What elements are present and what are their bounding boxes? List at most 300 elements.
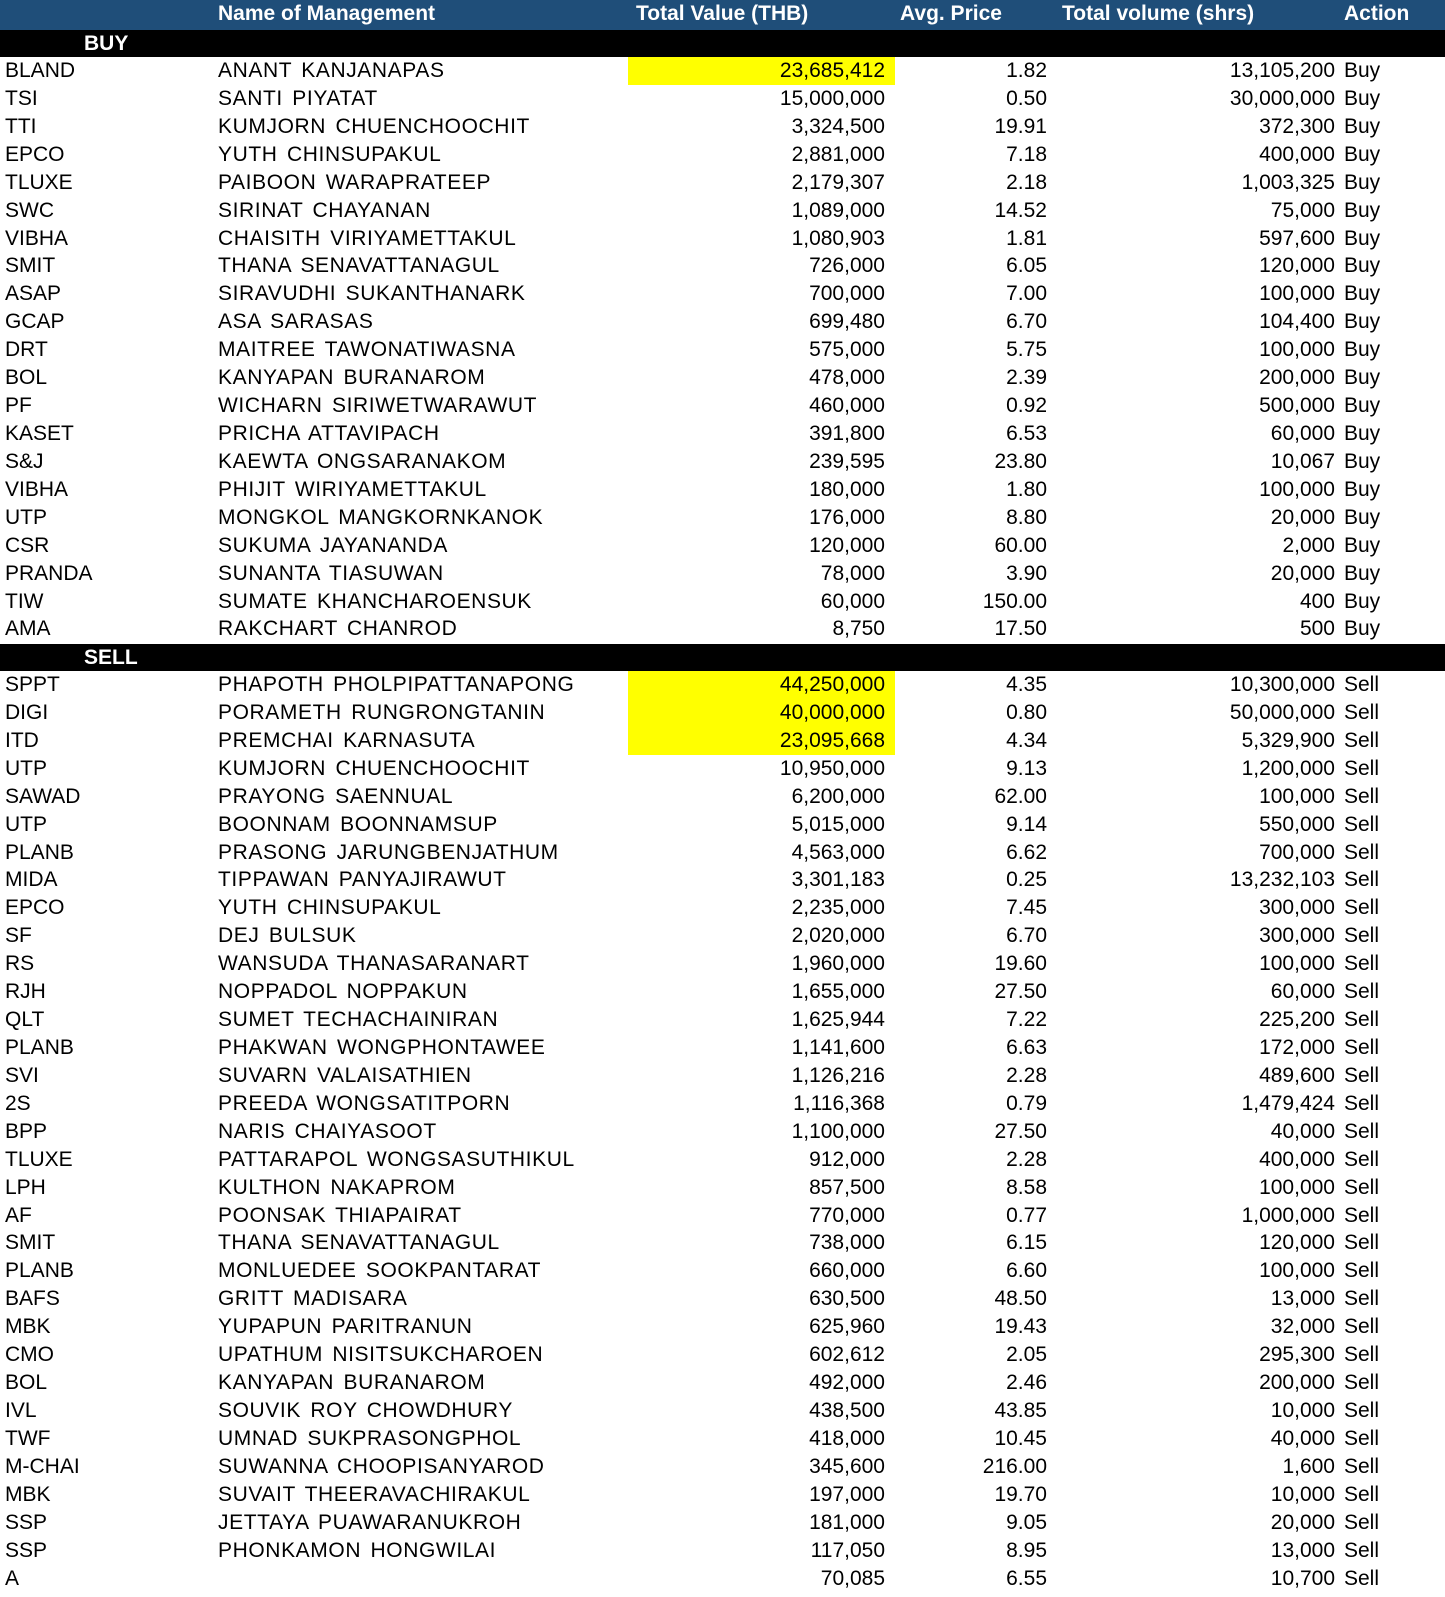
price-cell: 1.82: [1006, 59, 1047, 82]
price-cell: 9.14: [1006, 812, 1047, 836]
table-row: [0, 113, 1445, 141]
value-cell: 176,000: [809, 505, 885, 529]
symbol-cell: KASET: [5, 421, 74, 445]
value-cell: 1,655,000: [791, 980, 885, 1004]
buy-section-label: BUY: [84, 32, 129, 55]
table-row: [0, 1090, 1445, 1118]
table-row: [0, 727, 1445, 755]
price-cell: 0.79: [1006, 1091, 1047, 1115]
name-cell: PAIBOON WARAPRATEEP: [218, 170, 492, 194]
value-cell: 2,881,000: [791, 142, 885, 166]
action-cell: Sell: [1344, 1008, 1380, 1032]
action-cell: Sell: [1344, 1315, 1380, 1339]
action-cell: Buy: [1344, 198, 1381, 222]
header-price: Avg. Price: [900, 2, 1002, 25]
symbol-cell: PRANDA: [5, 561, 93, 585]
volume-cell: 30,000,000: [1229, 86, 1335, 110]
volume-cell: 10,000: [1270, 1398, 1335, 1422]
sell-section-header: [0, 644, 1445, 671]
name-cell: PREMCHAI KARNASUTA: [218, 728, 476, 752]
volume-cell: 75,000: [1270, 198, 1335, 222]
symbol-cell: TIW: [5, 589, 44, 613]
name-cell: UMNAD SUKPRASONGPHOL: [218, 1426, 522, 1450]
value-cell: 23,685,412: [779, 59, 885, 82]
action-cell: Buy: [1344, 282, 1381, 306]
name-cell: YUPAPUN PARITRANUN: [218, 1315, 473, 1339]
symbol-cell: PLANB: [5, 1259, 74, 1283]
action-cell: Sell: [1344, 1287, 1380, 1311]
name-cell: YUTH CHINSUPAKUL: [218, 142, 442, 166]
action-cell: Buy: [1344, 114, 1381, 138]
table-row: [0, 1453, 1445, 1481]
volume-cell: 13,000: [1270, 1538, 1335, 1562]
symbol-cell: BPP: [5, 1119, 48, 1143]
symbol-cell: PLANB: [5, 840, 74, 864]
table-row: [0, 950, 1445, 978]
price-cell: 19.70: [994, 1482, 1047, 1506]
table-row: [0, 448, 1445, 476]
price-cell: 19.60: [994, 952, 1047, 976]
price-cell: 19.43: [994, 1315, 1047, 1339]
name-cell: MONGKOL MANGKORNKANOK: [218, 505, 544, 529]
price-cell: 2.28: [1006, 1147, 1047, 1171]
name-cell: SUVARN VALAISATHIEN: [218, 1063, 472, 1087]
table-row: [0, 560, 1445, 588]
price-cell: 27.50: [994, 980, 1047, 1004]
price-cell: 0.92: [1006, 394, 1047, 418]
action-cell: Sell: [1344, 1175, 1380, 1199]
value-cell: 15,000,000: [779, 86, 885, 110]
table-row: [0, 252, 1445, 280]
symbol-cell: BLAND: [5, 59, 76, 82]
volume-cell: 400,000: [1259, 142, 1335, 166]
volume-cell: 5,329,900: [1241, 728, 1335, 752]
action-cell: Sell: [1344, 1203, 1380, 1227]
table-row: [0, 1118, 1445, 1146]
table-row: [0, 1174, 1445, 1202]
action-cell: Sell: [1344, 1482, 1380, 1506]
price-cell: 2.39: [1006, 366, 1047, 390]
action-cell: Buy: [1344, 310, 1381, 334]
price-cell: 48.50: [994, 1287, 1047, 1311]
value-cell: 660,000: [809, 1259, 885, 1283]
volume-cell: 60,000: [1270, 980, 1335, 1004]
name-cell: PHONKAMON HONGWILAI: [218, 1538, 497, 1562]
symbol-cell: BOL: [5, 1371, 48, 1395]
symbol-cell: BAFS: [5, 1287, 60, 1311]
table-row: [0, 1341, 1445, 1369]
action-cell: Buy: [1344, 394, 1381, 418]
value-cell: 575,000: [809, 338, 885, 362]
price-cell: 27.50: [994, 1119, 1047, 1143]
volume-cell: 100,000: [1259, 952, 1335, 976]
action-cell: Sell: [1344, 673, 1380, 696]
price-cell: 6.53: [1006, 421, 1047, 445]
price-cell: 6.55: [1006, 1566, 1047, 1590]
table-row: [0, 392, 1445, 420]
name-cell: SUMATE KHANCHAROENSUK: [218, 589, 532, 613]
action-cell: Buy: [1344, 170, 1381, 194]
volume-cell: 200,000: [1259, 366, 1335, 390]
table-row: [0, 615, 1445, 643]
value-cell: 492,000: [809, 1371, 885, 1395]
volume-cell: 100,000: [1259, 338, 1335, 362]
symbol-cell: SWC: [5, 198, 54, 222]
volume-cell: 100,000: [1259, 282, 1335, 306]
name-cell: SANTI PIYATAT: [218, 86, 378, 110]
price-cell: 8.80: [1006, 505, 1047, 529]
value-cell: 1,116,368: [793, 1091, 885, 1115]
value-cell: 700,000: [809, 282, 885, 306]
table-row: [0, 336, 1445, 364]
table-row: [0, 1202, 1445, 1230]
price-cell: 7.45: [1006, 896, 1047, 920]
symbol-cell: VIBHA: [5, 226, 69, 250]
table-row: [0, 1481, 1445, 1509]
price-cell: 17.50: [994, 617, 1047, 641]
price-cell: 3.90: [1006, 561, 1047, 585]
volume-cell: 2,000: [1282, 533, 1335, 557]
name-cell: NARIS CHAIYASOOT: [218, 1119, 437, 1143]
name-cell: PATTARAPOL WONGSASUTHIKUL: [218, 1147, 575, 1171]
value-cell: 8,750: [832, 617, 885, 641]
value-cell: 345,600: [809, 1454, 885, 1478]
price-cell: 150.00: [982, 589, 1047, 613]
action-cell: Buy: [1344, 477, 1381, 501]
name-cell: PRICHA ATTAVIPACH: [218, 421, 440, 445]
action-cell: Sell: [1344, 1063, 1380, 1087]
symbol-cell: UTP: [5, 505, 47, 529]
name-cell: RAKCHART CHANROD: [218, 617, 458, 641]
price-cell: 23.80: [994, 449, 1047, 473]
name-cell: THANA SENAVATTANAGUL: [218, 254, 500, 278]
price-cell: 7.00: [1006, 282, 1047, 306]
price-cell: 6.63: [1006, 1035, 1047, 1059]
symbol-cell: MBK: [5, 1482, 51, 1506]
price-cell: 0.80: [1006, 700, 1047, 724]
price-cell: 0.77: [1006, 1203, 1047, 1227]
action-cell: Buy: [1344, 254, 1381, 278]
action-cell: Sell: [1344, 812, 1380, 836]
symbol-cell: SAWAD: [5, 784, 81, 808]
name-cell: SUMET TECHACHAINIRAN: [218, 1008, 499, 1032]
price-cell: 9.13: [1006, 756, 1047, 780]
name-cell: PRASONG JARUNGBENJATHUM: [218, 840, 559, 864]
action-cell: Buy: [1344, 59, 1381, 82]
value-cell: 857,500: [809, 1175, 885, 1199]
price-cell: 6.60: [1006, 1259, 1047, 1283]
symbol-cell: AF: [5, 1203, 32, 1227]
value-cell: 44,250,000: [779, 673, 885, 696]
table-row: [0, 280, 1445, 308]
name-cell: KULTHON NAKAPROM: [218, 1175, 456, 1199]
action-cell: Buy: [1344, 366, 1381, 390]
name-cell: PHIJIT WIRIYAMETTAKUL: [218, 477, 487, 501]
symbol-cell: BOL: [5, 366, 48, 390]
symbol-cell: UTP: [5, 756, 47, 780]
volume-cell: 400: [1299, 589, 1335, 613]
volume-cell: 1,000,000: [1241, 1203, 1335, 1227]
table-row: [0, 85, 1445, 113]
volume-cell: 372,300: [1259, 114, 1335, 138]
price-cell: 9.05: [1006, 1510, 1047, 1534]
value-cell: 1,080,903: [791, 226, 885, 250]
name-cell: BOONNAM BOONNAMSUP: [218, 812, 498, 836]
table-row: [0, 866, 1445, 894]
symbol-cell: ITD: [5, 728, 39, 752]
name-cell: WICHARN SIRIWETWARAWUT: [218, 394, 538, 418]
value-cell: 1,141,600: [791, 1035, 885, 1059]
value-cell: 1,625,944: [791, 1008, 885, 1032]
name-cell: MONLUEDEE SOOKPANTARAT: [218, 1259, 542, 1283]
value-cell: 5,015,000: [791, 812, 885, 836]
price-cell: 7.22: [1006, 1008, 1047, 1032]
volume-cell: 20,000: [1270, 561, 1335, 585]
symbol-cell: EPCO: [5, 142, 65, 166]
action-cell: Sell: [1344, 700, 1380, 724]
table-row: [0, 1229, 1445, 1257]
value-cell: 180,000: [809, 477, 885, 501]
name-cell: KUMJORN CHUENCHOOCHIT: [218, 114, 530, 138]
symbol-cell: ASAP: [5, 282, 62, 306]
value-cell: 2,020,000: [791, 924, 885, 948]
name-cell: SUKUMA JAYANANDA: [218, 533, 449, 557]
value-cell: 460,000: [809, 394, 885, 418]
volume-cell: 400,000: [1259, 1147, 1335, 1171]
table-row: [0, 588, 1445, 616]
table-row: [0, 141, 1445, 169]
price-cell: 1.80: [1006, 477, 1047, 501]
action-cell: Buy: [1344, 505, 1381, 529]
volume-cell: 50,000,000: [1229, 700, 1335, 724]
action-cell: Sell: [1344, 952, 1380, 976]
symbol-cell: AMA: [5, 617, 51, 641]
volume-cell: 489,600: [1259, 1063, 1335, 1087]
table-row: [0, 169, 1445, 197]
volume-cell: 40,000: [1270, 1426, 1335, 1450]
value-cell: 391,800: [809, 421, 885, 445]
action-cell: Sell: [1344, 1454, 1380, 1478]
volume-cell: 100,000: [1259, 1259, 1335, 1283]
symbol-cell: SSP: [5, 1538, 48, 1562]
value-cell: 4,563,000: [791, 840, 885, 864]
symbol-cell: S&J: [5, 449, 44, 473]
action-cell: Sell: [1344, 924, 1380, 948]
name-cell: ANANT KANJANAPAS: [218, 59, 445, 82]
table-row: [0, 1537, 1445, 1565]
value-cell: 181,000: [809, 1510, 885, 1534]
action-cell: Sell: [1344, 1426, 1380, 1450]
buy-section-header: [0, 30, 1445, 57]
name-cell: SUWANNA CHOOPISANYAROD: [218, 1454, 545, 1478]
action-cell: Sell: [1344, 1119, 1380, 1143]
value-cell: 912,000: [809, 1147, 885, 1171]
action-cell: Buy: [1344, 226, 1381, 250]
action-cell: Sell: [1344, 1566, 1380, 1590]
symbol-cell: LPH: [5, 1175, 46, 1199]
name-cell: CHAISITH VIRIYAMETTAKUL: [218, 226, 517, 250]
volume-cell: 597,600: [1259, 226, 1335, 250]
volume-cell: 40,000: [1270, 1119, 1335, 1143]
volume-cell: 10,700: [1270, 1566, 1335, 1590]
volume-cell: 120,000: [1259, 1231, 1335, 1255]
action-cell: Sell: [1344, 980, 1380, 1004]
value-cell: 10,950,000: [779, 756, 885, 780]
price-cell: 62.00: [994, 784, 1047, 808]
table-row: [0, 1565, 1445, 1593]
volume-cell: 10,000: [1270, 1482, 1335, 1506]
volume-cell: 120,000: [1259, 254, 1335, 278]
value-cell: 1,100,000: [791, 1119, 885, 1143]
header-volume: Total volume (shrs): [1062, 2, 1255, 25]
action-cell: Sell: [1344, 728, 1380, 752]
name-cell: SUVAIT THEERAVACHIRAKUL: [218, 1482, 531, 1506]
value-cell: 40,000,000: [779, 700, 885, 724]
volume-cell: 1,200,000: [1241, 756, 1335, 780]
price-cell: 7.18: [1006, 142, 1047, 166]
symbol-cell: GCAP: [5, 310, 65, 334]
action-cell: Sell: [1344, 1259, 1380, 1283]
table-row: [0, 1257, 1445, 1285]
action-cell: Buy: [1344, 338, 1381, 362]
volume-cell: 550,000: [1259, 812, 1335, 836]
table-row: [0, 308, 1445, 336]
value-cell: 2,179,307: [791, 170, 885, 194]
name-cell: PHAPOTH PHOLPIPATTANAPONG: [218, 673, 575, 696]
table-row: [0, 532, 1445, 560]
name-cell: POONSAK THIAPAIRAT: [218, 1203, 462, 1227]
volume-cell: 1,479,424: [1241, 1091, 1335, 1115]
price-cell: 2.28: [1006, 1063, 1047, 1087]
value-cell: 1,960,000: [791, 952, 885, 976]
volume-cell: 13,000: [1270, 1287, 1335, 1311]
price-cell: 2.05: [1006, 1343, 1047, 1367]
action-cell: Sell: [1344, 1343, 1380, 1367]
action-cell: Sell: [1344, 1231, 1380, 1255]
table-row: [0, 1062, 1445, 1090]
price-cell: 19.91: [994, 114, 1047, 138]
price-cell: 2.46: [1006, 1371, 1047, 1395]
volume-cell: 10,300,000: [1229, 673, 1335, 696]
name-cell: JETTAYA PUAWARANUKROH: [218, 1510, 522, 1534]
volume-cell: 500: [1299, 617, 1335, 641]
action-cell: Sell: [1344, 840, 1380, 864]
action-cell: Buy: [1344, 617, 1381, 641]
table-row: [0, 1425, 1445, 1453]
table-row: [0, 57, 1445, 85]
volume-cell: 13,232,103: [1229, 868, 1335, 892]
volume-cell: 1,600: [1282, 1454, 1335, 1478]
price-cell: 2.18: [1006, 170, 1047, 194]
table-row: [0, 364, 1445, 392]
symbol-cell: VIBHA: [5, 477, 69, 501]
value-cell: 78,000: [820, 561, 885, 585]
symbol-cell: UTP: [5, 812, 47, 836]
value-cell: 770,000: [809, 1203, 885, 1227]
action-cell: Buy: [1344, 561, 1381, 585]
table-row: [0, 1369, 1445, 1397]
symbol-cell: IVL: [5, 1398, 37, 1422]
table-row: [0, 1397, 1445, 1425]
table-row: [0, 1006, 1445, 1034]
name-cell: PORAMETH RUNGRONGTANIN: [218, 700, 546, 724]
table-row: [0, 1313, 1445, 1341]
volume-cell: 700,000: [1259, 840, 1335, 864]
volume-cell: 60,000: [1270, 421, 1335, 445]
symbol-cell: DIGI: [5, 700, 49, 724]
table-row: [0, 839, 1445, 867]
name-cell: KUMJORN CHUENCHOOCHIT: [218, 756, 530, 780]
price-cell: 10.45: [994, 1426, 1047, 1450]
name-cell: SUNANTA TIASUWAN: [218, 561, 444, 585]
volume-cell: 500,000: [1259, 394, 1335, 418]
volume-cell: 32,000: [1270, 1315, 1335, 1339]
header-value: Total Value (THB): [636, 2, 809, 25]
table-row: [0, 197, 1445, 225]
symbol-cell: DRT: [5, 338, 48, 362]
symbol-cell: TLUXE: [5, 1147, 73, 1171]
price-cell: 60.00: [994, 533, 1047, 557]
value-cell: 3,324,500: [791, 114, 885, 138]
price-cell: 6.70: [1006, 924, 1047, 948]
volume-cell: 100,000: [1259, 477, 1335, 501]
table-row: [0, 978, 1445, 1006]
price-cell: 6.70: [1006, 310, 1047, 334]
action-cell: Buy: [1344, 421, 1381, 445]
table-row: [0, 894, 1445, 922]
action-cell: Sell: [1344, 1147, 1380, 1171]
volume-cell: 1,003,325: [1241, 170, 1335, 194]
symbol-cell: SF: [5, 924, 32, 948]
name-cell: YUTH CHINSUPAKUL: [218, 896, 442, 920]
name-cell: DEJ BULSUK: [218, 924, 357, 948]
value-cell: 478,000: [809, 366, 885, 390]
volume-cell: 104,400: [1259, 310, 1335, 334]
volume-cell: 20,000: [1270, 505, 1335, 529]
symbol-cell: PF: [5, 394, 32, 418]
price-cell: 1.81: [1006, 226, 1047, 250]
header-action: Action: [1344, 2, 1410, 25]
table-header: [0, 0, 1445, 30]
buy-rows: [0, 57, 1445, 643]
name-cell: TIPPAWAN PANYAJIRAWUT: [218, 868, 507, 892]
value-cell: 60,000: [820, 589, 885, 613]
symbol-cell: PLANB: [5, 1035, 74, 1059]
action-cell: Sell: [1344, 1091, 1380, 1115]
name-cell: PREEDA WONGSATITPORN: [218, 1091, 511, 1115]
value-cell: 438,500: [809, 1398, 885, 1422]
symbol-cell: CSR: [5, 533, 50, 557]
value-cell: 120,000: [809, 533, 885, 557]
value-cell: 23,095,668: [779, 728, 885, 752]
value-cell: 602,612: [809, 1343, 885, 1367]
table-row: [0, 420, 1445, 448]
action-cell: Sell: [1344, 1398, 1380, 1422]
name-cell: UPATHUM NISITSUKCHAROEN: [218, 1343, 544, 1367]
symbol-cell: TWF: [5, 1426, 51, 1450]
volume-cell: 20,000: [1270, 1510, 1335, 1534]
value-cell: 6,200,000: [791, 784, 885, 808]
table-row: [0, 1146, 1445, 1174]
volume-cell: 100,000: [1259, 784, 1335, 808]
table-row: [0, 504, 1445, 532]
action-cell: Sell: [1344, 784, 1380, 808]
price-cell: 4.34: [1006, 728, 1047, 752]
volume-cell: 295,300: [1259, 1343, 1335, 1367]
header-name: Name of Management: [218, 2, 436, 25]
price-cell: 43.85: [994, 1398, 1047, 1422]
value-cell: 726,000: [809, 254, 885, 278]
